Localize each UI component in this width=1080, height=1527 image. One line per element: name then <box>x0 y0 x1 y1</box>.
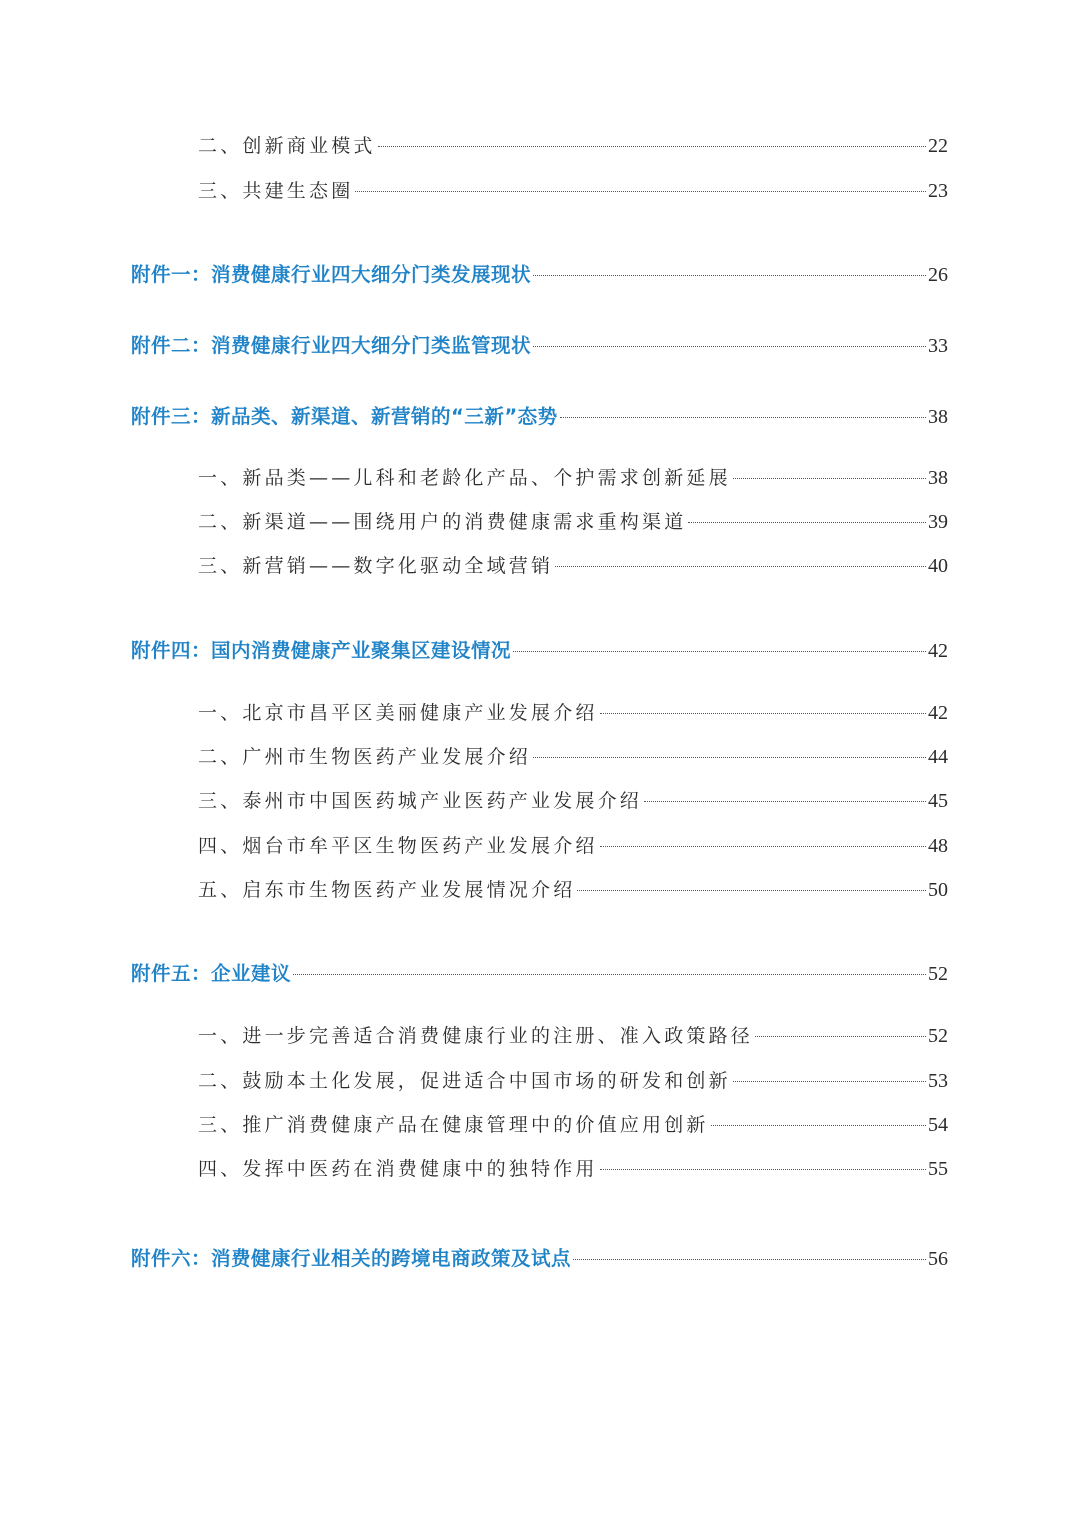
toc-page-number: 42 <box>928 640 948 662</box>
toc-entry[interactable] <box>198 831 948 858</box>
toc-chapter[interactable] <box>131 635 948 663</box>
toc-entry[interactable] <box>198 742 948 769</box>
dot-leader <box>688 522 926 523</box>
dot-leader <box>513 651 926 652</box>
dot-leader <box>560 417 926 418</box>
toc-chapter[interactable] <box>131 958 948 986</box>
toc-chapter-title: 附件三：新品类、新渠道、新营销的“三新”态势 <box>131 405 558 428</box>
toc-page-number: 45 <box>928 790 948 812</box>
dot-leader <box>533 757 926 758</box>
toc-entry[interactable] <box>198 176 948 203</box>
toc-chapter[interactable] <box>131 330 948 358</box>
dot-leader <box>577 890 926 891</box>
toc-entry[interactable] <box>198 551 948 578</box>
toc-page-number: 26 <box>928 264 948 286</box>
toc-page-number: 23 <box>928 180 948 202</box>
dot-leader <box>533 275 926 276</box>
dot-leader <box>644 801 926 802</box>
toc-entry-title: 三、泰州市中国医药城产业医药产业发展介绍 <box>198 790 643 812</box>
dot-leader <box>555 566 926 567</box>
dot-leader <box>755 1036 926 1037</box>
toc-page-number: 55 <box>928 1158 948 1180</box>
toc-page-number: 39 <box>928 511 948 533</box>
toc-entry-title: 二、鼓励本土化发展，促进适合中国市场的研发和创新 <box>198 1070 731 1092</box>
toc-entry-title: 三、新营销——数字化驱动全域营销 <box>198 555 554 577</box>
toc-entry[interactable] <box>198 463 948 490</box>
dot-leader <box>600 713 926 714</box>
toc-page-number: 52 <box>928 963 948 985</box>
toc-entry[interactable] <box>198 1021 948 1048</box>
toc-page-number: 22 <box>928 135 948 157</box>
toc-page-number: 53 <box>928 1070 948 1092</box>
toc-entry[interactable] <box>198 698 948 725</box>
toc-page-number: 33 <box>928 335 948 357</box>
dot-leader <box>533 346 926 347</box>
dot-leader <box>293 974 926 975</box>
toc-chapter-title: 附件一：消费健康行业四大细分门类发展现状 <box>131 263 532 286</box>
toc-entry[interactable] <box>198 1110 948 1137</box>
toc-chapter-title: 附件六：消费健康行业相关的跨境电商政策及试点 <box>131 1247 572 1270</box>
dot-leader <box>573 1259 926 1260</box>
dot-leader <box>733 1081 926 1082</box>
toc-entry[interactable] <box>198 1154 948 1181</box>
toc-entry-title: 四、发挥中医药在消费健康中的独特作用 <box>198 1158 598 1180</box>
dot-leader <box>378 146 926 147</box>
toc-chapter[interactable] <box>131 401 948 429</box>
toc-page-number: 50 <box>928 879 948 901</box>
dot-leader <box>600 1169 926 1170</box>
toc-entry-title: 二、广州市生物医药产业发展介绍 <box>198 746 532 768</box>
toc-page-number: 48 <box>928 835 948 857</box>
toc-chapter[interactable] <box>131 1243 948 1271</box>
toc-entry-title: 三、推广消费健康产品在健康管理中的价值应用创新 <box>198 1114 709 1136</box>
toc-page-number: 56 <box>928 1248 948 1270</box>
toc-chapter-title: 附件四：国内消费健康产业聚集区建设情况 <box>131 639 512 662</box>
toc-page-number: 54 <box>928 1114 948 1136</box>
toc-page-number: 42 <box>928 702 948 724</box>
dot-leader <box>711 1125 926 1126</box>
dot-leader <box>355 191 926 192</box>
toc-entry-title: 一、进一步完善适合消费健康行业的注册、准入政策路径 <box>198 1025 754 1047</box>
toc-chapter-title: 附件二：消费健康行业四大细分门类监管现状 <box>131 334 532 357</box>
toc-entry-title: 二、创新商业模式 <box>198 135 376 157</box>
toc-entry[interactable] <box>198 131 948 158</box>
toc-page-number: 44 <box>928 746 948 768</box>
toc-page-number: 38 <box>928 467 948 489</box>
toc-page-number: 40 <box>928 555 948 577</box>
toc-entry[interactable] <box>198 507 948 534</box>
toc-entry-title: 五、启东市生物医药产业发展情况介绍 <box>198 879 576 901</box>
toc-entry-title: 一、北京市昌平区美丽健康产业发展介绍 <box>198 702 598 724</box>
toc-entry-title: 一、新品类——儿科和老龄化产品、个护需求创新延展 <box>198 467 731 489</box>
toc-chapter-title: 附件五：企业建议 <box>131 962 292 985</box>
dot-leader <box>733 478 926 479</box>
toc-entry-title: 二、新渠道——围绕用户的消费健康需求重构渠道 <box>198 511 687 533</box>
toc-entry[interactable] <box>198 1066 948 1093</box>
dot-leader <box>600 846 926 847</box>
toc-entry-title: 四、烟台市牟平区生物医药产业发展介绍 <box>198 835 598 857</box>
toc-chapter[interactable] <box>131 259 948 287</box>
toc-page-number: 38 <box>928 406 948 428</box>
toc-entry[interactable] <box>198 786 948 813</box>
toc-entry[interactable] <box>198 875 948 902</box>
toc-page-number: 52 <box>928 1025 948 1047</box>
toc-entry-title: 三、共建生态圈 <box>198 180 354 202</box>
